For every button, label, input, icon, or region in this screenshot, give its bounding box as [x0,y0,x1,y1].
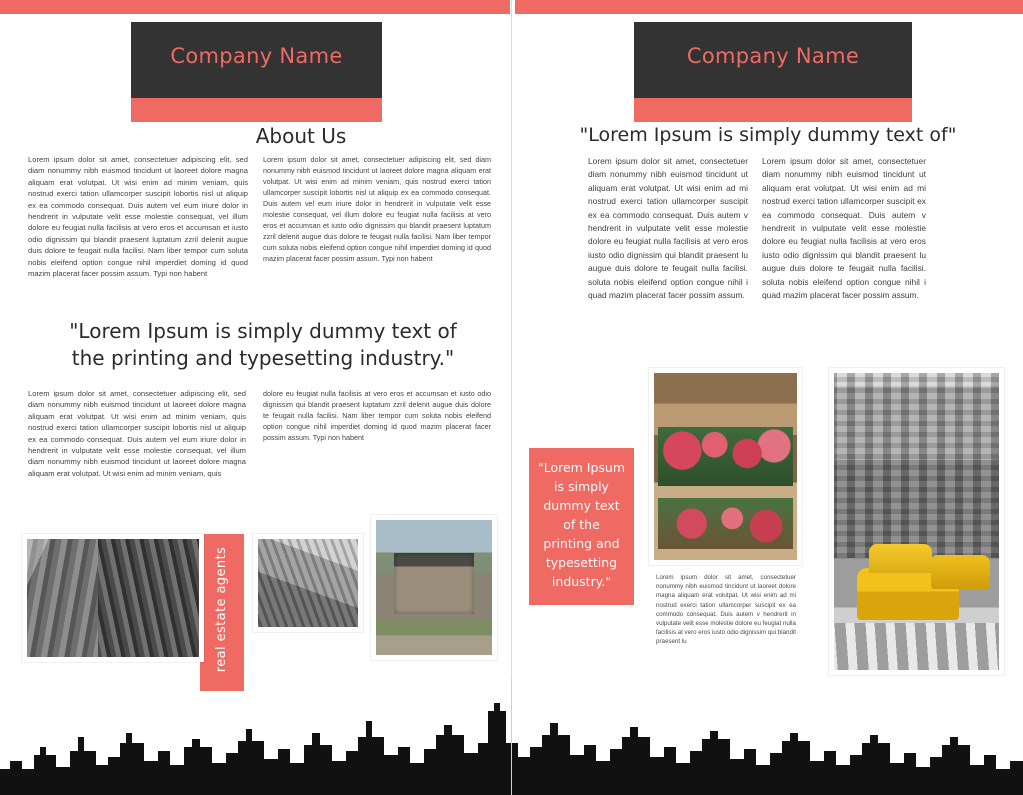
vertical-tag-label: real estate agents [214,546,229,673]
header-accent-right [634,98,912,122]
right-quote-heading: "Lorem Ipsum is simply dummy text of" [579,124,957,146]
left-quote-heading [28,318,498,372]
company-name-left: Company Name [170,44,343,68]
right-column-1: Lorem ipsum dolor sit amet, consectetuer diam nonummy nibh euismod tincidunt ut aliquam erat volutpat. Ut wisi enim ad mi nostrud exerci tation ullamcorper suscipit ex ea commodo consequat. Duis autem v hendrerit in vulputate velit esse molestie dolore eu feugiat nulla facilisis at vero eros iusto odio dignissim qui blandit praesent lu augue duis dolore te feugait nulla facilisi. soluta nobis eleifend option congue nihil i quad mazim placerat facer possim assum. [588,156,748,301]
about-us-column-1: Lorem ipsum dolor sit amet, consectetuer adipiscing elit, sed diam nonummy nibh euismod tincidunt ut laoreet dolore magna aliquam erat volutpat. Ut wisi enim ad minim veniam, quis nostrud exerci tation ullamcorper suscipit lobortis nisl ut aliquip ex ea commodo consequat. Duis autem vel eum iriure dolor in hendrerit in vulputate velit esse molestie consequat, vel illum dolore eu feugiat nulla facilisis at vero eros et accumsan et iusto odio dignissim qui blandit praesent luptatum zzril delenit augue duis dolore te feugait nulla facilisi. Nam liber tempor cum soluta nobis eleifend option congue nihil imperdiet doming id quod mazim placerat facer possim assum. Typi non habent [28,155,248,279]
fold-line [511,0,512,795]
right-column-2: Lorem ipsum dolor sit amet, consectetuer diam nonummy nibh euismod tincidunt ut aliquam erat volutpat. Ut wisi enim ad mi nostrud exerci tation ullamcorper suscipit ex ea commodo consequat. Duis autem v hendrerit in vulputate velit esse molestie dolore eu feugiat nulla facilisis at vero eros iusto odio dignissim qui blandit praesent lu augue duis dolore te feugait nulla facilisi. soluta nobis eleifend option congue nihil i quad mazim placerat facer possim assum. [762,156,926,301]
flower-balcony-photo [649,368,802,565]
about-us-column-2: Lorem ipsum dolor sit amet, consectetuer adipiscing elit, sed diam nonummy nibh euismod tincidunt ut laoreet dolore magna aliquam erat volutpat. Ut wisi enim ad minim veniam, quis nostrud exerci tation ullamcorper suscipit lobortis nisl ut aliquip ex ea commodo consequat. Duis autem vel eum iriure dolor in hendrerit in vulputate velit esse molestie consequat, vel illum dolore eu feugiat nulla facilisis at vero eros et accumsan et iusto odio dignissim qui blandit praesent luptatum zzril delenit augue duis dolore te feugait nulla facilisi. Nam liber tempor cum soluta nobis eleifend option congue nihil imperdiet doming id quod mazim placerat facer possim assum. Typi non habent [263,155,491,263]
fold-line-bottom [511,677,512,795]
about-us-heading: About Us [255,124,347,148]
vertical-tag [200,534,244,691]
coral-pull-quote: "Lorem Ipsum is simply dummy text of the printing and typesetting industry." [529,448,634,605]
top-accent-bar-left [0,0,510,14]
left-quote-column-1: Lorem ipsum dolor sit amet, consectetuer adipiscing elit, sed diam nonummy nibh euismod tincidunt ut laoreet dolore magna aliquam erat volutpat. Ut wisi enim ad minim veniam, quis nostrud exerci tation ullamcorper suscipit lobortis nisl ut aliquip ex ea commodo consequat. Duis autem vel eum iriure dolor in hendrerit in vulputate velit esse molestie consequat, vel illum diam nonummy nibh euismod tincidunt ut laoreet dolore magna aliquam erat volutpat. Ut wisi enim ad minim veniam, quis [28,389,246,478]
grey-buildings-photo [253,534,363,632]
left-quote-heading-line1: "Lorem Ipsum is simply dummy text of [69,319,457,343]
flower-photo-caption: Lorem ipsum dolor sit amet, consectetuer nonummy nibh euismod tincidunt ut laoreet dolore magna aliquam erat volutpat. Ut wisi enim ad mi nostrud exerci tation ullamcorper suscipit ex ea commodo consequat. Duis autem v hendrerit in vulputate velit esse molestie dolore eu feugiat nulla facilisis at vero eros iusto odio dignissim qui blandit praesent lu [656,574,796,646]
left-quote-column-2: dolore eu feugiat nulla facilisis at vero eros et accumsan et iusto odio dignissim qui blandit praesent luptatum zzril delenit augue duis dolore te feugait nulla facilisi. Nam liber tempor cum soluta nobis eleifend option congue nihil imperdiet doming id quod mazim placerat facer possim assum. Typi non habent [263,389,491,442]
company-name-right: Company Name [686,44,860,68]
header-block-left [131,22,382,98]
taxi-street-photo [829,368,1004,675]
header-accent-left [131,98,382,122]
glass-tower-photo [22,534,204,662]
top-accent-bar-right [515,0,1023,14]
left-quote-heading-line2: the printing and typesetting industry." [71,346,455,370]
header-block-right [634,22,912,98]
stone-cottage-photo [371,515,497,660]
